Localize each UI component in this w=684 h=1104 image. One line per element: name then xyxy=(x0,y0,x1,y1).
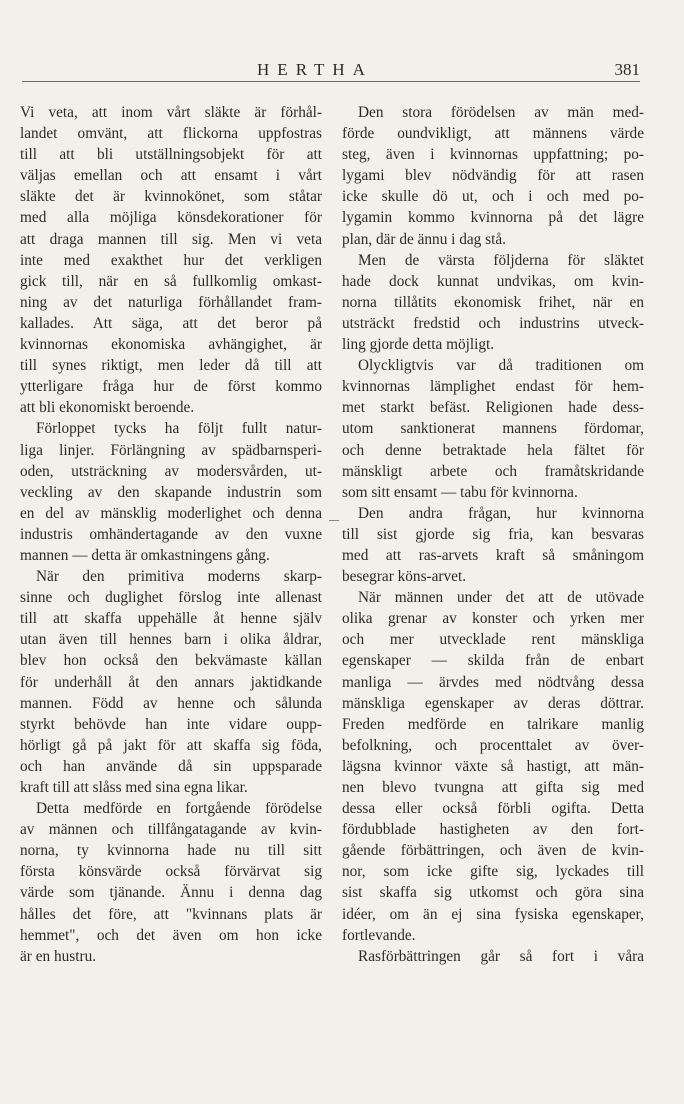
text-line: för underhåll åt den annars jaktidkande xyxy=(20,673,322,691)
text-line: dessa eller också förbli ogifta. Detta xyxy=(342,800,644,818)
text-line: kvinnornas lämplighet endast för hem- xyxy=(342,378,644,396)
text-line: väljas emellan och att ensamt i vårt xyxy=(20,167,322,185)
text-line: befolkning, och procenttalet av över- xyxy=(342,736,644,754)
text-line: att bli ekonomiskt beroende. xyxy=(20,399,195,417)
text-line: kvinnornas ekonomiska avhängighet, är xyxy=(20,336,322,354)
right-column xyxy=(342,102,644,967)
text-line: manliga — ärvdes med nödtvång dessa xyxy=(342,673,644,691)
text-line: icke skulle dö ut, och i och med po- xyxy=(342,188,644,206)
text-line: utom sanktionerat mannens fördomar, xyxy=(342,420,644,438)
text-line: industris omhändertagande av den vuxne xyxy=(20,525,322,543)
text-line: förde oundvikligt, att männens värde xyxy=(342,125,644,143)
text-line: ning av det naturliga förhållandet fram- xyxy=(20,293,322,311)
text-line: fördubblade hastigheten av den fort- xyxy=(342,821,644,839)
text-line: liga linjer. Förlängning av spädbarnsperi- xyxy=(20,441,322,459)
text-line: norna, ty kvinnorna hade nu till sitt xyxy=(20,842,322,860)
text-line: hemmet", och det även om hon icke xyxy=(20,926,322,944)
text-line: idéer, om än ej sina fysiska egenskaper, xyxy=(342,905,644,923)
text-line: utan även till hennes barn i olika åldrar, xyxy=(20,631,322,649)
text-line: och denne betraktade hela fältet för xyxy=(342,441,644,459)
text-line: släkte det är kvinnokönet, som ståtar xyxy=(20,188,322,206)
text-line: att draga mannen till sig. Men vi veta xyxy=(20,230,322,248)
text-line: plan, där de ännu i dag stå. xyxy=(342,230,506,248)
text-line: egenskaper — skilda från de enbart xyxy=(342,652,644,670)
text-line: och han använde då sin uppsparade xyxy=(20,757,322,775)
running-title: HERTHA xyxy=(257,60,373,79)
text-line: Den andra frågan, hur kvinnorna xyxy=(358,504,644,522)
text-line: inte med exakthet hur det verkligen xyxy=(20,251,322,269)
text-line: När den primitiva moderns skarp- xyxy=(36,568,322,586)
text-line: som sitt ensamt — tabu för kvinnorna. xyxy=(342,483,578,501)
text-line: till synes riktigt, men leder då till att xyxy=(20,357,322,375)
text-line: sinne och duglighet förslog inte allenast xyxy=(20,589,322,607)
text-line: med alla möjliga könsdekorationer för xyxy=(20,209,322,227)
text-line: blev hon också den bekvämaste källan xyxy=(20,652,322,670)
text-line: mänskligt arbete och framåtskridande xyxy=(342,462,644,480)
text-line: mannen — detta är omkastningens gång. xyxy=(20,546,270,564)
text-line: med att ras-arvets kraft så småningom xyxy=(342,546,644,564)
text-line: av männen och tillfångatagande av kvin- xyxy=(20,821,322,839)
text-line: fortlevande. xyxy=(342,926,416,944)
text-line: till att bli utställningsobjekt för att xyxy=(20,146,322,164)
text-line: mänskliga egenskaper av deras döttrar. xyxy=(342,694,644,712)
text-line: Rasförbättringen går så fort i våra xyxy=(358,947,644,965)
text-line: första könsvärde också förvärvat sig xyxy=(20,863,322,881)
text-line: Olyckligtvis var då traditionen om xyxy=(358,357,644,375)
text-line: kallades. Att säga, att det beror på xyxy=(20,314,322,332)
left-column xyxy=(20,102,322,967)
text-line: landet omvänt, att flickorna uppfostras xyxy=(20,125,322,143)
text-line: en del av mänsklig moderlighet och denna xyxy=(20,504,322,522)
text-line: värde som tjänande. Ännu i denna dag xyxy=(20,884,322,902)
text-line: nor, som icke gifte sig, lyckades till xyxy=(342,863,644,881)
page-number: 381 xyxy=(614,60,640,79)
header-rule xyxy=(22,81,640,82)
text-line: till att skaffa uppehälle åt henne själv xyxy=(20,610,322,628)
text-line: När männen under det att de utövade xyxy=(358,589,644,607)
text-line: olika grenar av konster och yrken mer xyxy=(342,610,644,628)
text-line: Den stora förödelsen av män med- xyxy=(358,104,644,121)
text-line: norna tillåtits ekonomisk frihet, när en xyxy=(342,293,644,311)
text-line: hålles det före, att "kvinnans plats är xyxy=(20,905,322,923)
text-line: Freden medförde en talrikare manlig xyxy=(342,715,644,733)
text-line: met starkt befäst. Religionen hade dess- xyxy=(342,399,644,417)
text-line: Förloppet tycks ha följt fullt natur- xyxy=(36,420,322,438)
text-line: hörligt gå på jakt för att skaffa sig föda, xyxy=(20,736,322,754)
text-line: mannen. Född av henne och sålunda xyxy=(20,694,322,712)
text-line: är en hustru. xyxy=(20,947,97,965)
text-line: och mer utvecklade rent mänskliga xyxy=(342,631,644,649)
text-line: utsträckt fredstid och industrins utveck- xyxy=(342,314,644,332)
text-line: veckling av den skapande industrin som xyxy=(20,483,322,501)
text-line: nen blevo tvungna att gifta sig med xyxy=(342,779,644,796)
text-line: lygami blev nödvändig för att rasen xyxy=(342,167,644,185)
text-line: lägsna kvinnor växte så hastigt, att män- xyxy=(342,757,644,775)
running-header xyxy=(20,60,640,82)
text-line: sist skaffa sig utkomst och göra sina xyxy=(342,884,644,902)
text-line: hade dock kunnat undvikas, om kvin- xyxy=(342,272,644,290)
text-line: Detta medförde en fortgående förödelse xyxy=(36,800,322,818)
text-line: steg, även i kvinnornas uppfattning; po- xyxy=(342,146,644,164)
text-line: kraft till att slåss med sina egna likar. xyxy=(20,779,248,796)
text-line: lygamin kommo kvinnorna på det lägre xyxy=(342,209,644,227)
text-line: gick till, när en så fullkomlig omkast- xyxy=(20,272,322,290)
text-line: ling gjorde detta möjligt. xyxy=(342,336,495,354)
text-line: Men de värsta följderna för släktet xyxy=(358,251,644,269)
text-line: styrkt behövde han inte vidare oupp- xyxy=(20,715,322,733)
text-line: oden, utsträckning av modersvården, ut- xyxy=(20,462,322,480)
text-line: besegrar köns-arvet. xyxy=(342,568,467,586)
text-line: Vi veta, att inom vårt släkte är förhål- xyxy=(20,104,322,121)
column-separator-mark xyxy=(329,520,339,521)
text-line: till sist gjorde sig fria, kan besvaras xyxy=(342,525,644,543)
text-line: ytterligare fråga hur de först kommo xyxy=(20,378,322,396)
text-line: gående förbättringen, och även de kvin- xyxy=(342,842,644,860)
